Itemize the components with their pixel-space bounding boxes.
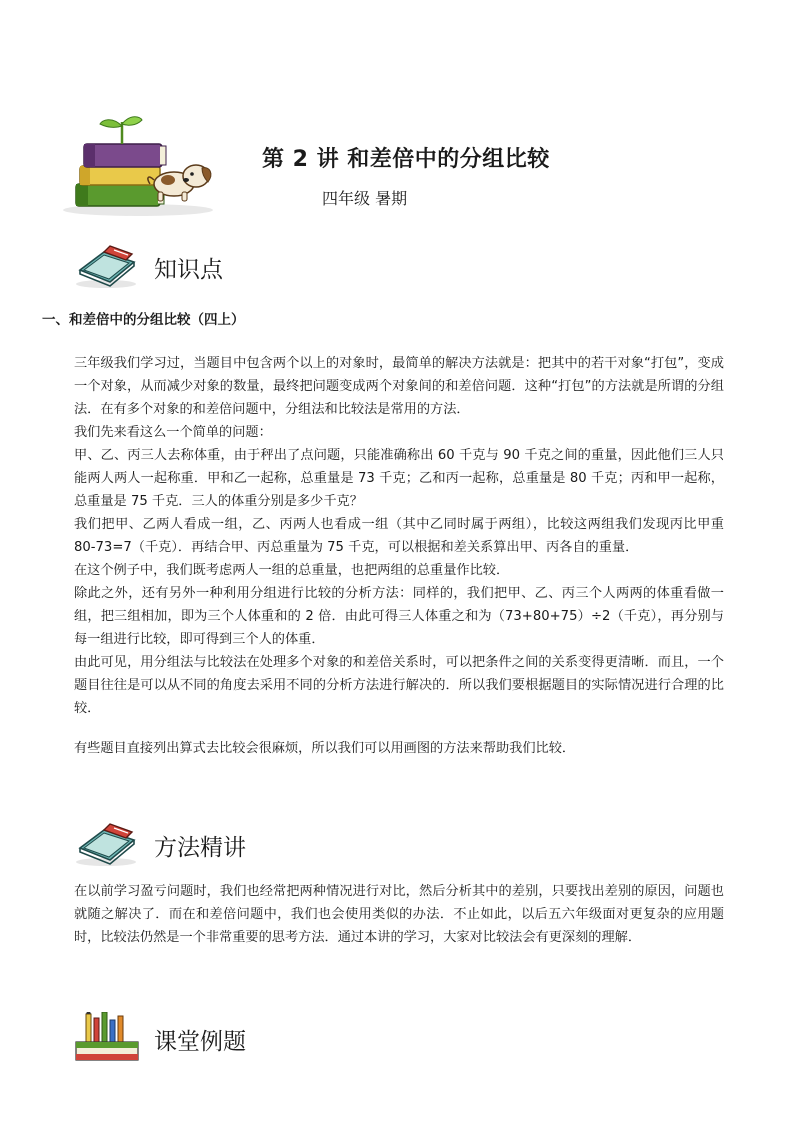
section-title-knowledge: 知识点: [154, 257, 223, 283]
knowledge-paragraph: 我们先来看这么一个简单的问题：: [74, 425, 272, 440]
lesson-title: 第 2 讲 和差倍中的分组比较: [262, 147, 550, 172]
section-title-examples: 课堂例题: [154, 1029, 246, 1055]
notebook-pencil-icon: [74, 818, 140, 868]
knowledge-paragraph: 甲、乙、丙三人去称体重，由于秤出了点问题，只能准确称出 60 千克与 90 千克之间的重量，因此他们三人只能两人两人一起称重．甲和乙一起称，总重量是 73 千克；乙和丙一起称，总重量是 80 千克；丙和甲一起称，总重量是 75 千克．三人的体重分别是多少千克？: [74, 448, 724, 509]
notebook-pencil-icon: [74, 240, 140, 290]
knowledge-paragraph: 我们把甲、乙两人看成一组，乙、丙两人也看成一组（其中乙同时属于两组），比较这两组我们发现丙比甲重 80-73=7（千克）．再结合甲、丙总重量为 75 千克，可以根据和差关系算出甲、丙各自的重量．: [74, 517, 724, 555]
knowledge-paragraph: 除此之外，还有另外一种利用分组进行比较的分析方法：同样的，我们把甲、乙、丙三个人两两的体重看做一组，把三组相加，即为三个人体重和的 2 倍．由此可得三人体重之和为（73+80+75）÷2（千克），再分别与每一组进行比较，即可得到三个人的体重．: [74, 586, 724, 647]
lesson-subtitle: 四年级 暑期: [322, 189, 408, 208]
method-body: [74, 880, 724, 949]
knowledge-paragraph: 在这个例子中，我们既考虑两人一组的总重量，也把两组的总重量作比较．: [74, 563, 510, 578]
method-paragraph: 在以前学习盈亏问题时，我们也经常把两种情况进行对比，然后分析其中的差别，只要找出差别的原因，问题也就随之解决了．而在和差倍问题中，我们也会使用类似的办法．不止如此，以后五六年级面对更复杂的应用题时，比较法仍然是一个非常重要的思考方法．通过本讲的学习，大家对比较法会有更深刻的理解．: [74, 884, 724, 945]
knowledge-paragraph: 由此可见，用分组法与比较法在处理多个对象的和差倍关系时，可以把条件之间的关系变得更清晰．而且，一个题目往往是可以从不同的角度去采用不同的分析方法进行解决的．所以我们要根据题目的实际情况进行合理的比较．: [74, 655, 724, 716]
knowledge-note: 有些题目直接列出算式去比较会很麻烦，所以我们可以用画图的方法来帮助我们比较．: [74, 741, 576, 756]
pencil-cup-icon: [72, 1012, 140, 1062]
knowledge-body: [74, 352, 724, 760]
knowledge-paragraph: 三年级我们学习过，当题目中包含两个以上的对象时，最简单的解决方法就是：把其中的若干对象“打包”，变成一个对象，从而减少对象的数量，最终把问题变成两个对象间的和差倍问题．这种“打包”的方法就是所谓的分组法．在有多个对象的和差倍问题中，分组法和比较法是常用的方法．: [74, 356, 724, 417]
books-dog-illustration: [58, 114, 220, 218]
section-title-method: 方法精讲: [154, 835, 246, 861]
knowledge-subheading: 一、和差倍中的分组比较（四上）: [42, 312, 245, 328]
